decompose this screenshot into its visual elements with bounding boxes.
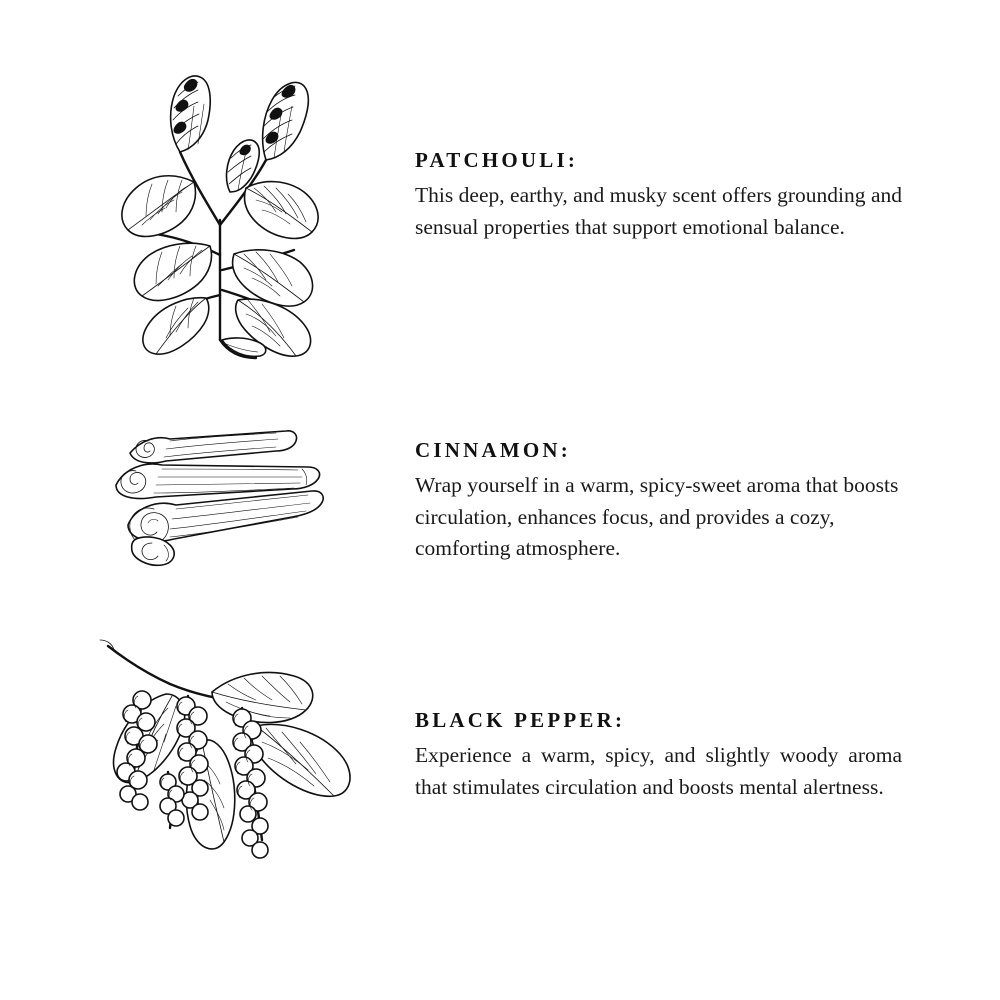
black-pepper-text — [390, 630, 950, 803]
entry-body: This deep, earthy, and musky scent offers grounding and sensual properties that support emotional balance. — [415, 183, 902, 239]
list-item — [50, 405, 950, 605]
entry-heading: BLACK PEPPER: — [415, 708, 626, 732]
entry-body: Wrap yourself in a warm, spicy-sweet aroma that boosts circulation, enhances focus, and provides a cozy, comforting atmosphere. — [415, 473, 899, 561]
patchouli-text — [390, 40, 950, 243]
list-item — [50, 40, 950, 360]
list-item — [50, 630, 950, 920]
cinnamon-sticks-icon — [50, 405, 390, 605]
entry-heading: CINNAMON: — [415, 438, 571, 462]
entry-heading: PATCHOULI: — [415, 148, 579, 172]
black-pepper-branch-icon — [50, 630, 390, 920]
cinnamon-text — [390, 405, 950, 565]
entry-body: Experience a warm, spicy, and slightly woody aroma that stimulates circulation and boosts mental alertness. — [415, 743, 902, 799]
patchouli-plant-icon — [50, 40, 390, 360]
